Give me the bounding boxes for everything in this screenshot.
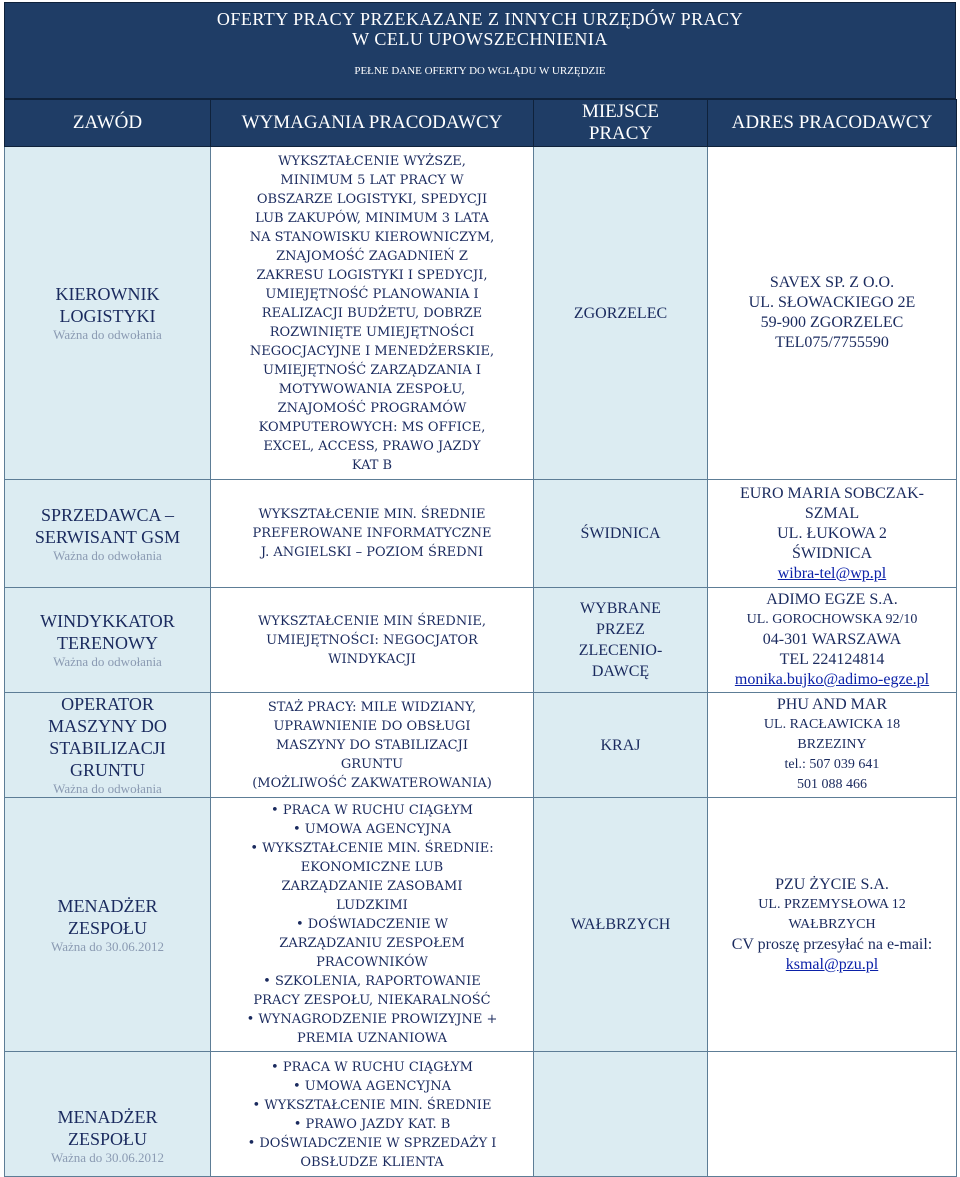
address-line: ŚWIDNICA <box>792 544 872 562</box>
req-line: • WYKSZTAŁCENIE MIN. ŚREDNIE: <box>214 839 530 858</box>
table-row <box>5 588 957 693</box>
place-cell <box>534 693 708 798</box>
col-header-requirements: WYMAGANIA PRACODAWCY <box>211 100 534 147</box>
req-line: PREFEROWANE INFORMATYCZNE <box>252 526 492 541</box>
validity-note: Ważna do 30.06.2012 <box>50 1150 165 1165</box>
place-line: ŚWIDNICA <box>580 525 661 542</box>
place-line: ZGORZELEC <box>573 304 668 322</box>
address-cell <box>708 147 957 480</box>
validity-note: Ważna do 30.06.2012 <box>50 938 165 954</box>
req-line: MOTYWOWANIA ZESPOŁU, <box>278 381 466 397</box>
req-line: ZNAJOMOŚĆ ZAGADNIEŃ Z <box>276 248 468 264</box>
req-line: PRACY ZESPOŁU, NIEKARALNOŚĆ <box>253 993 491 1008</box>
col-header-place-l1: MIEJSCE <box>581 101 660 122</box>
col-header-job: ZAWÓD <box>5 100 211 147</box>
req-line: • UMOWA AGENCYJNA <box>214 820 530 839</box>
job-title-line: KIEROWNIK <box>55 284 160 304</box>
table-row <box>5 480 957 588</box>
address-line: UL. RACŁAWICKA 18 <box>763 717 901 732</box>
job-offers-page <box>4 2 956 1177</box>
job-title-line: ZESPOŁU <box>67 1129 147 1149</box>
job-title-line: SPRZEDAWCA – <box>40 504 175 525</box>
col-header-address: ADRES PRACODAWCY <box>708 100 957 147</box>
job-title-line: WINDYKKATOR <box>40 611 175 631</box>
req-line: OBSZARZE LOGISTYKI, SPEDYCJI <box>256 191 488 207</box>
job-title-line: LOGISTYKI <box>59 306 156 326</box>
address-line: UL. SŁOWACKIEGO 2E <box>748 294 916 311</box>
requirements-cell <box>211 480 534 588</box>
place-cell <box>534 480 708 588</box>
job-cell <box>5 1052 211 1177</box>
req-line: PRACOWNIKÓW <box>316 955 428 970</box>
address-line: SAVEX SP. Z O.O. <box>769 274 895 291</box>
address-cell <box>708 480 957 588</box>
req-line: J. ANGIELSKI – POZIOM ŚREDNI <box>260 545 484 560</box>
req-line: • WYNAGRODZENIE PROWIZYJNE + <box>214 1010 530 1029</box>
req-line: GRUNTU <box>340 756 404 772</box>
req-line: LUDZKIMI <box>336 898 408 913</box>
address-line: 501 088 466 <box>797 777 867 792</box>
req-line: EKONOMICZNE LUB <box>300 860 444 875</box>
req-line: WYKSZTAŁCENIE MIN ŚREDNIE, <box>258 613 486 629</box>
address-cell <box>708 588 957 693</box>
req-line: UMIEJĘTNOŚĆ ZARZĄDZANIA I <box>263 362 481 378</box>
req-line: WYKSZTAŁCENIE WYŻSZE, <box>278 153 466 169</box>
place-line: WYBRANE <box>580 600 661 617</box>
req-line: • SZKOLENIA, RAPORTOWANIE <box>214 972 530 991</box>
req-line: UPRAWNIENIE DO OBSŁUGI <box>273 718 471 734</box>
job-title-line: ZESPOŁU <box>67 917 147 938</box>
req-line: KOMPUTEROWYCH: MS OFFICE, <box>258 419 486 435</box>
address-line: UL. GOROCHOWSKA 92/10 <box>746 612 918 627</box>
address-cell <box>708 798 957 1052</box>
req-line: • PRAWO JAZDY KAT. B <box>214 1115 530 1134</box>
job-cell <box>5 480 211 588</box>
place-cell <box>534 588 708 693</box>
validity-note: Ważna do odwołania <box>53 327 162 342</box>
job-title-line: GRUNTU <box>70 760 145 780</box>
requirements-cell <box>211 798 534 1052</box>
req-line: ZAKRESU LOGISTYKI I SPEDYCJI, <box>256 267 488 283</box>
address-line: UL. ŁUKOWA 2 <box>777 524 887 542</box>
req-line: WYKSZTAŁCENIE MIN. ŚREDNIE <box>258 507 486 522</box>
job-title-line: MASZYNY DO <box>48 716 167 736</box>
req-line: MASZYNY DO STABILIZACJI <box>276 737 468 753</box>
address-line: PZU ŻYCIE S.A. <box>775 875 889 893</box>
requirements-cell <box>211 1052 534 1177</box>
req-line: WINDYKACJI <box>328 651 416 667</box>
job-cell <box>5 588 211 693</box>
req-line: • DOŚWIADCZENIE W SPRZEDAŻY I <box>214 1134 530 1153</box>
email-link[interactable]: monika.bujko@adimo-egze.pl <box>734 671 930 688</box>
requirements-cell <box>211 588 534 693</box>
address-line: TEL075/7755590 <box>775 334 889 351</box>
validity-note: Ważna do odwołania <box>53 547 162 563</box>
req-line: ZARZĄDZANIU ZESPOŁEM <box>279 936 465 951</box>
address-line: TEL 224124814 <box>779 651 885 668</box>
header-banner <box>4 2 956 99</box>
req-line: ZNAJOMOŚĆ PROGRAMÓW <box>277 400 467 416</box>
table-row <box>5 693 957 798</box>
table-row <box>5 1052 957 1177</box>
req-line: STAŻ PRACY: MILE WIDZIANY, <box>267 699 477 715</box>
req-line: • PRACA W RUCHU CIĄGŁYM <box>214 801 530 820</box>
job-title-line: OPERATOR <box>61 694 154 714</box>
address-line: tel.: 507 039 641 <box>784 757 880 772</box>
place-line: KRAJ <box>600 736 641 754</box>
req-line: • DOŚWIADCZENIE W <box>214 915 530 934</box>
place-line: DAWCĘ <box>591 663 650 680</box>
req-line: • WYKSZTAŁCENIE MIN. ŚREDNIE <box>214 1096 530 1115</box>
address-line: 59-900 ZGORZELEC <box>760 314 904 331</box>
address-line: SZMAL <box>804 504 860 522</box>
req-line: KAT B <box>351 457 393 473</box>
req-line: • PRACA W RUCHU CIĄGŁYM <box>214 1058 530 1077</box>
req-line: UMIEJĘTNOŚCI: NEGOCJATOR <box>266 632 478 648</box>
req-line: (MOŻLIWOŚĆ ZAKWATEROWANIA) <box>252 775 492 791</box>
validity-note: Ważna do odwołania <box>53 654 162 669</box>
address-line: 04-301 WARSZAWA <box>762 631 902 648</box>
address-line: WAŁBRZYCH <box>788 916 876 932</box>
table-row <box>5 798 957 1052</box>
job-cell <box>5 693 211 798</box>
job-title-line: MENADŻER <box>57 1107 158 1127</box>
banner-title-line1: OFERTY PRACY PRZEKAZANE Z INNYCH URZĘDÓW PRACY <box>216 9 744 29</box>
banner-subtitle: PEŁNE DANE OFERTY DO WGLĄDU W URZĘDZIE <box>354 65 606 77</box>
place-line: WAŁBRZYCH <box>570 916 671 933</box>
req-line: EXCEL, ACCESS, PRAWO JAZDY <box>263 438 481 454</box>
offers-table <box>4 99 957 1177</box>
job-title-line: MENADŻER <box>57 895 158 916</box>
table-row <box>5 147 957 480</box>
place-line: ZLECENIO- <box>578 642 663 659</box>
job-cell <box>5 798 211 1052</box>
req-line: OBSŁUDZE KLIENTA <box>300 1155 444 1170</box>
req-line: REALIZACJI BUDŻETU, DOBRZE <box>261 305 483 321</box>
address-line: PHU AND MAR <box>776 696 888 713</box>
req-line: MINIMUM 5 LAT PRACY W <box>280 172 464 188</box>
req-line: LUB ZAKUPÓW, MINIMUM 3 LATA <box>255 210 489 226</box>
address-line: CV proszę przesyłać na e-mail: <box>731 935 933 953</box>
req-line: PREMIA UZNANIOWA <box>296 1031 447 1046</box>
req-line: NA STANOWISKU KIEROWNICZYM, <box>249 229 495 245</box>
place-line: PRZEZ <box>596 621 645 638</box>
req-line: NEGOCJACYJNE I MENEDŻERSKIE, <box>249 343 495 359</box>
email-link[interactable]: ksmal@pzu.pl <box>785 955 879 973</box>
address-cell <box>708 693 957 798</box>
job-cell <box>5 147 211 480</box>
job-title-line: TERENOWY <box>57 633 158 653</box>
job-title-line: STABILIZACJI <box>49 738 166 758</box>
req-line: ROZWINIĘTE UMIEJĘTNOŚCI <box>269 324 475 340</box>
validity-note: Ważna do odwołania <box>53 781 162 796</box>
address-line: UL. PRZEMYSŁOWA 12 <box>758 896 906 912</box>
requirements-cell <box>211 693 534 798</box>
job-title-line: SERWISANT GSM <box>34 526 181 547</box>
req-line: UMIEJĘTNOŚĆ PLANOWANIA I <box>265 286 479 302</box>
req-line: • UMOWA AGENCYJNA <box>214 1077 530 1096</box>
place-cell <box>534 1052 708 1177</box>
place-cell <box>534 147 708 480</box>
col-header-place <box>534 100 708 147</box>
table-header-row <box>5 100 957 147</box>
requirements-cell <box>211 147 534 480</box>
place-cell <box>534 798 708 1052</box>
banner-title-line2: W CELU UPOWSZECHNIENIA <box>352 29 608 49</box>
address-line: BRZEZINY <box>797 737 867 752</box>
address-cell <box>708 1052 957 1177</box>
address-line: ADIMO EGZE S.A. <box>766 591 898 608</box>
col-header-place-l2: PRACY <box>588 123 653 144</box>
req-line: ZARZĄDZANIE ZASOBAMI <box>281 879 463 894</box>
email-link[interactable]: wibra-tel@wp.pl <box>777 564 887 582</box>
address-line: EURO MARIA SOBCZAK- <box>739 484 924 502</box>
